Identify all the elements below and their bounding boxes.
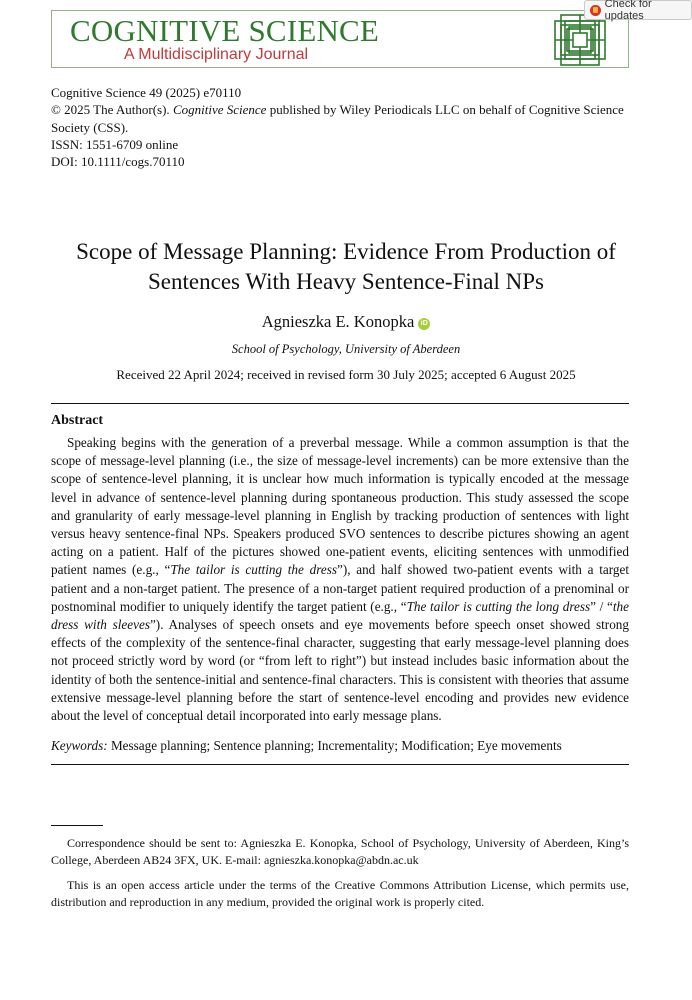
title-line-2: Sentences With Heavy Sentence-Final NPs	[148, 269, 544, 294]
article-title	[20, 237, 672, 297]
journal-banner	[51, 10, 629, 68]
abstract-heading: Abstract	[51, 413, 104, 428]
license-footnote: This is an open access article under the terms of the Creative Commons Attribution License, which permits use, distribution and reproduction in any medium, provided the original work is properly cited.	[51, 878, 629, 909]
journal-subtitle: A Multidisciplinary Journal	[124, 46, 309, 63]
article-dates: Received 22 April 2024; received in revised form 30 July 2025; accepted 6 August 2025	[116, 367, 576, 382]
abstract-text-3: ” / “	[590, 598, 613, 614]
keywords	[51, 738, 629, 754]
abstract-text-4: ”). Analyses of speech onsets and eye movements before speech onset showed strong effects of the complexity of the sentence-final character, suggesting that early message-level planning does not proceed strictly word by word (or “from left to right”) but instead includes basic information about the identity of both the sentence-initial and sentence-final characters. This is consistent with theories that assume extensive message-level planning before the start of sentence-level encoding and provides new evidence about the level of conceptual detail incorporated into early message plans.	[51, 617, 629, 724]
correspondence-footnote: Correspondence should be sent to: Agnieszka E. Konopka, School of Psychology, University of Aberdeen, King’s College, Aberdeen AB24 3FX, UK. E-mail: agnieszka.konopka@abdn.ac.uk	[51, 836, 629, 867]
abstract-text-2: ”), and half showed two-patient events with a target patient and a non-target patient. The presence of a non-target patient required production of a prenominal or postnominal modifier to uniquely identify the target patient (e.g., “	[51, 562, 629, 614]
check-for-updates-button[interactable]	[584, 0, 692, 20]
keywords-list: Message planning; Sentence planning; Incrementality; Modification; Eye movements	[110, 738, 562, 753]
doi[interactable]: DOI: 10.1111/cogs.70110	[51, 154, 185, 170]
abstract-bottom-rule	[51, 764, 629, 765]
article-metadata	[51, 84, 641, 170]
labyrinth-logo-icon	[552, 12, 608, 68]
author-name: Agnieszka E. Konopka	[261, 312, 415, 331]
author-line	[0, 312, 692, 332]
crossmark-icon	[590, 5, 601, 16]
citation: Cognitive Science 49 (2025) e70110	[51, 85, 242, 100]
abstract-example-1: The tailor is cutting the dress	[170, 562, 337, 578]
abstract-body	[51, 434, 629, 725]
copyright-notice	[51, 101, 641, 136]
footnote-rule	[51, 825, 103, 826]
orcid-icon[interactable]: iD	[418, 318, 430, 330]
journal-name: COGNITIVE SCIENCE	[70, 13, 380, 48]
affiliation: School of Psychology, University of Aberdeen	[231, 342, 461, 356]
abstract-example-2: The tailor is cutting the long dress	[406, 598, 591, 614]
copyright-suffix: published by Wiley Periodicals LLC on behalf of Cognitive Science Society (CSS).	[51, 102, 624, 135]
issn: ISSN: 1551-6709 online	[51, 136, 179, 152]
copyright-prefix: © 2025 The Author(s).	[51, 102, 170, 118]
abstract-top-rule	[51, 403, 629, 404]
check-for-updates-label: Check for updates	[604, 0, 652, 22]
keywords-label: Keywords:	[51, 738, 108, 753]
abstract-example-3: the dress with sleeves	[51, 598, 629, 633]
copyright-journal: Cognitive Science	[172, 102, 267, 118]
title-line-1: Scope of Message Planning: Evidence From Production of	[76, 239, 616, 264]
abstract-text-1: Speaking begins with the generation of a preverbal message. While a common assumption is that the scope of message-level planning (i.e., the size of message-level increments) can be more extensive than the scope of sentence-level planning, it is unclear how much information is typically encoded at the message level in advance of sentence-level planning during spontaneous production. This study assessed the scope and granularity of early message-level planning in English by tracking production of sentences with light versus heavy sentence-final NPs. Speakers produced SVO sentences to describe pictures showing an agent acting on a patient. Half of the pictures showed one-patient events, eliciting sentences with unmodified patient names (e.g., “	[51, 435, 629, 578]
